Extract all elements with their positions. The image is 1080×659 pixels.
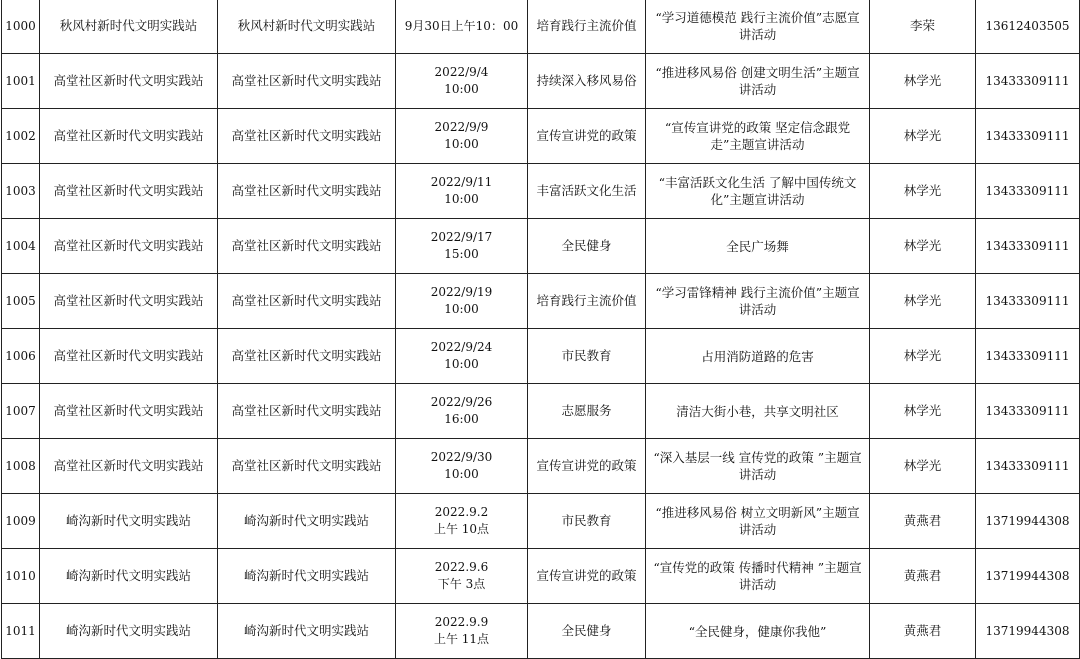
activity-cell: “深入基层一线 宣传党的政策 ”主题宣讲活动 — [646, 439, 870, 494]
theme-cell: 宣传宣讲党的政策 — [528, 439, 646, 494]
time-line: 2022/9/24 — [430, 340, 493, 354]
venue-cell: 崎沟新时代文明实践站 — [218, 549, 396, 604]
practice-station-cell: 高堂社区新时代文明实践站 — [40, 54, 218, 109]
phone-cell: 13612403505 — [976, 0, 1080, 54]
row-number-cell: 1002 — [2, 109, 40, 164]
theme-cell: 宣传宣讲党的政策 — [528, 109, 646, 164]
time-line: 2022/9/19 — [430, 285, 493, 299]
activity-cell: “全民健身，健康你我他” — [646, 604, 870, 659]
practice-station-cell: 高堂社区新时代文明实践站 — [40, 164, 218, 219]
contact-person-cell: 林学光 — [870, 54, 976, 109]
time-line: 2022/9/17 — [430, 230, 493, 244]
venue-cell: 崎沟新时代文明实践站 — [218, 494, 396, 549]
time-cell — [396, 164, 528, 219]
row-number-cell: 1001 — [2, 54, 40, 109]
theme-cell: 培育践行主流价值 — [528, 0, 646, 54]
time-cell — [396, 604, 528, 659]
activity-cell: 全民广场舞 — [646, 219, 870, 274]
time-line: 下午 3点 — [437, 577, 486, 591]
venue-cell: 高堂社区新时代文明实践站 — [218, 329, 396, 384]
theme-cell: 市民教育 — [528, 329, 646, 384]
table-row — [2, 109, 1080, 164]
activity-schedule-table — [1, 0, 1080, 659]
contact-person-cell: 黄燕君 — [870, 604, 976, 659]
time-line: 2022.9.9 — [434, 615, 489, 629]
contact-person-cell: 黄燕君 — [870, 549, 976, 604]
time-cell — [396, 0, 528, 54]
activity-cell: “推进移风易俗 创建文明生活”主题宣讲活动 — [646, 54, 870, 109]
phone-cell: 13433309111 — [976, 219, 1080, 274]
practice-station-cell: 高堂社区新时代文明实践站 — [40, 439, 218, 494]
table-row — [2, 384, 1080, 439]
theme-cell: 全民健身 — [528, 604, 646, 659]
activity-cell: “宣传宣讲党的政策 坚定信念跟党走”主题宣讲活动 — [646, 109, 870, 164]
activity-cell: “丰富活跃文化生活 了解中国传统文化”主题宣讲活动 — [646, 164, 870, 219]
table-row — [2, 439, 1080, 494]
activity-cell: “推进移风易俗 树立文明新风”主题宣讲活动 — [646, 494, 870, 549]
table-row — [2, 329, 1080, 384]
activity-cell: “学习道德模范 践行主流价值”志愿宣讲活动 — [646, 0, 870, 54]
venue-cell: 高堂社区新时代文明实践站 — [218, 164, 396, 219]
time-cell — [396, 549, 528, 604]
time-line: 2022/9/30 — [430, 450, 493, 464]
table-row — [2, 219, 1080, 274]
contact-person-cell: 林学光 — [870, 329, 976, 384]
practice-station-cell: 高堂社区新时代文明实践站 — [40, 329, 218, 384]
practice-station-cell: 高堂社区新时代文明实践站 — [40, 274, 218, 329]
phone-cell: 13719944308 — [976, 494, 1080, 549]
row-number-cell: 1006 — [2, 329, 40, 384]
table-row — [2, 604, 1080, 659]
time-line: 2022/9/26 — [430, 395, 493, 409]
theme-cell: 丰富活跃文化生活 — [528, 164, 646, 219]
phone-cell: 13433309111 — [976, 164, 1080, 219]
theme-cell: 志愿服务 — [528, 384, 646, 439]
table-row — [2, 494, 1080, 549]
venue-cell: 高堂社区新时代文明实践站 — [218, 274, 396, 329]
table-row — [2, 549, 1080, 604]
practice-station-cell: 崎沟新时代文明实践站 — [40, 494, 218, 549]
table-row — [2, 54, 1080, 109]
phone-cell: 13433309111 — [976, 54, 1080, 109]
venue-cell: 高堂社区新时代文明实践站 — [218, 109, 396, 164]
phone-cell: 13719944308 — [976, 604, 1080, 659]
phone-cell: 13719944308 — [976, 549, 1080, 604]
time-cell — [396, 329, 528, 384]
practice-station-cell: 崎沟新时代文明实践站 — [40, 549, 218, 604]
time-cell — [396, 384, 528, 439]
time-cell — [396, 274, 528, 329]
row-number-cell: 1009 — [2, 494, 40, 549]
time-line: 2022/9/11 — [430, 175, 493, 189]
theme-cell: 全民健身 — [528, 219, 646, 274]
row-number-cell: 1007 — [2, 384, 40, 439]
row-number-cell: 1003 — [2, 164, 40, 219]
activity-cell: 清洁大街小巷，共享文明社区 — [646, 384, 870, 439]
time-line: 10:00 — [444, 192, 479, 206]
contact-person-cell: 林学光 — [870, 274, 976, 329]
contact-person-cell: 林学光 — [870, 164, 976, 219]
phone-cell: 13433309111 — [976, 439, 1080, 494]
activity-cell: “宣传党的政策 传播时代精神 ”主题宣讲活动 — [646, 549, 870, 604]
practice-station-cell: 高堂社区新时代文明实践站 — [40, 384, 218, 439]
venue-cell: 高堂社区新时代文明实践站 — [218, 54, 396, 109]
theme-cell: 市民教育 — [528, 494, 646, 549]
time-line: 10:00 — [444, 302, 479, 316]
activity-cell: “学习雷锋精神 践行主流价值”主题宣讲活动 — [646, 274, 870, 329]
table-body — [2, 0, 1080, 659]
time-line: 15:00 — [444, 247, 479, 261]
contact-person-cell: 林学光 — [870, 219, 976, 274]
time-line: 上午 10点 — [433, 522, 490, 536]
row-number-cell: 1005 — [2, 274, 40, 329]
phone-cell: 13433309111 — [976, 274, 1080, 329]
time-line: 上午 11点 — [433, 632, 490, 646]
activity-cell: 占用消防道路的危害 — [646, 329, 870, 384]
time-line: 16:00 — [444, 412, 479, 426]
venue-cell: 高堂社区新时代文明实践站 — [218, 384, 396, 439]
time-line: 2022/9/4 — [434, 65, 489, 79]
theme-cell: 宣传宣讲党的政策 — [528, 549, 646, 604]
venue-cell: 崎沟新时代文明实践站 — [218, 604, 396, 659]
time-cell — [396, 54, 528, 109]
phone-cell: 13433309111 — [976, 329, 1080, 384]
contact-person-cell: 李荣 — [870, 0, 976, 54]
practice-station-cell: 秋风村新时代文明实践站 — [40, 0, 218, 54]
time-line: 9月30日上午10：00 — [404, 18, 519, 33]
row-number-cell: 1011 — [2, 604, 40, 659]
practice-station-cell: 高堂社区新时代文明实践站 — [40, 109, 218, 164]
time-line: 2022/9/9 — [434, 120, 489, 134]
contact-person-cell: 林学光 — [870, 384, 976, 439]
table-row — [2, 0, 1080, 54]
time-cell — [396, 439, 528, 494]
contact-person-cell: 林学光 — [870, 439, 976, 494]
theme-cell: 培育践行主流价值 — [528, 274, 646, 329]
phone-cell: 13433309111 — [976, 109, 1080, 164]
row-number-cell: 1000 — [2, 0, 40, 54]
row-number-cell: 1004 — [2, 219, 40, 274]
time-line: 10:00 — [444, 357, 479, 371]
row-number-cell: 1008 — [2, 439, 40, 494]
time-line: 10:00 — [444, 137, 479, 151]
venue-cell: 高堂社区新时代文明实践站 — [218, 219, 396, 274]
venue-cell: 高堂社区新时代文明实践站 — [218, 439, 396, 494]
row-number-cell: 1010 — [2, 549, 40, 604]
phone-cell: 13433309111 — [976, 384, 1080, 439]
practice-station-cell: 高堂社区新时代文明实践站 — [40, 219, 218, 274]
contact-person-cell: 林学光 — [870, 109, 976, 164]
venue-cell: 秋风村新时代文明实践站 — [218, 0, 396, 54]
theme-cell: 持续深入移风易俗 — [528, 54, 646, 109]
contact-person-cell: 黄燕君 — [870, 494, 976, 549]
time-line: 10:00 — [444, 82, 479, 96]
time-cell — [396, 219, 528, 274]
time-line: 2022.9.6 — [434, 560, 489, 574]
time-cell — [396, 494, 528, 549]
time-cell — [396, 109, 528, 164]
table-row — [2, 274, 1080, 329]
time-line: 2022.9.2 — [434, 505, 489, 519]
practice-station-cell: 崎沟新时代文明实践站 — [40, 604, 218, 659]
table-row — [2, 164, 1080, 219]
time-line: 10:00 — [444, 467, 479, 481]
